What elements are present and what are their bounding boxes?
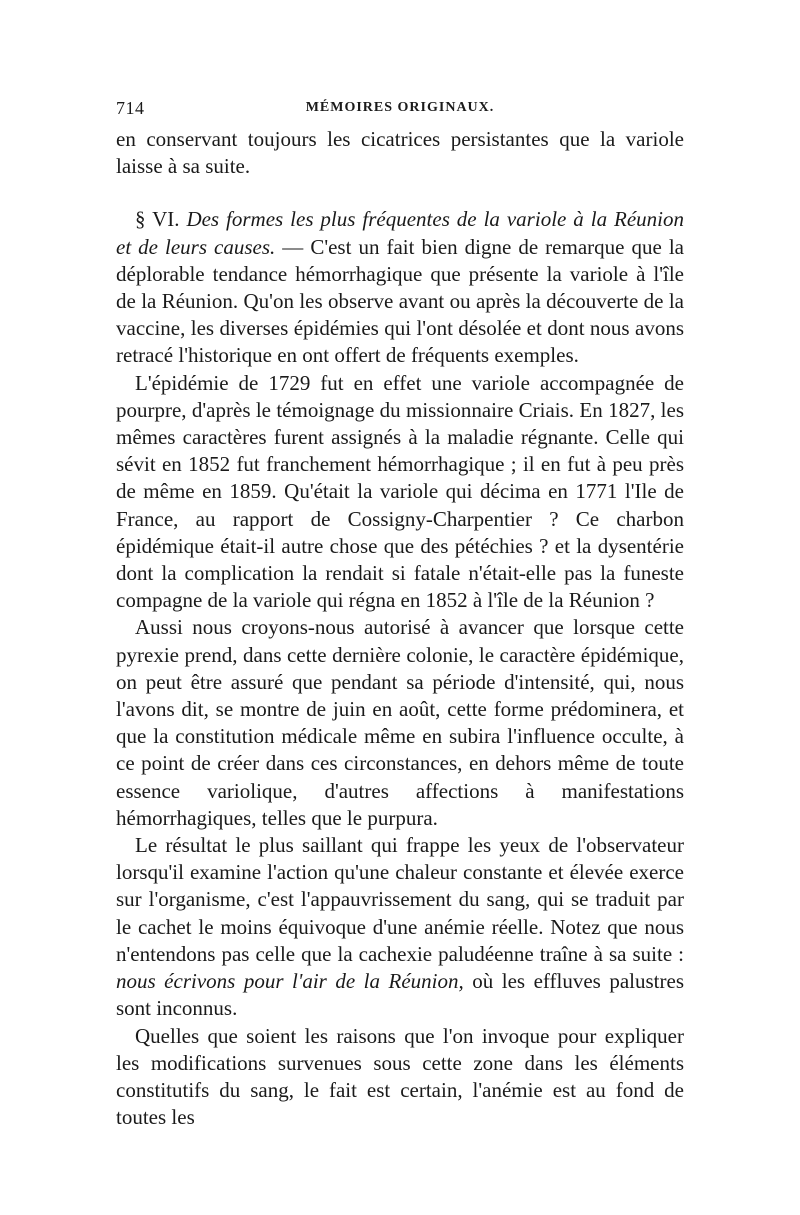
paragraph-quelles: Quelles que soient les raisons que l'on invoque pour expliquer les modifications survenues sous cette zone dans les éléments constitutifs du sang, le fait est certain, l'anémie est au fond de toutes les	[116, 1023, 684, 1130]
page-header	[116, 98, 684, 122]
running-title: MÉMOIRES ORIGINAUX.	[305, 100, 495, 115]
section-title: Des formes les plus fréquentes de la variole à la Réunion et de leurs causes.	[116, 207, 685, 259]
section-body: — C'est un fait bien digne de remarque que la déplorable tendance hémorrhagique que présente la variole à l'île de la Réunion. Qu'on les observe avant ou après la découverte de la vaccine, les diverses épidémies qui l'ont désolée et dont nous avons retracé l'historique en ont offert de fréquents exemples.	[116, 234, 684, 368]
paragraph-continuation: en conservant toujours les cicatrices persistantes que la variole laisse à sa suite.	[116, 127, 684, 179]
body-text	[116, 126, 684, 1131]
paragraph-resultat-end: où les effluves palustres sont inconnus.	[116, 969, 685, 1021]
paragraph-aussi: Aussi nous croyons-nous autorisé à avancer que lorsque cette pyrexie prend, dans cette dernière colonie, le caractère épidémique, on peut être assuré que pendant sa période d'intensité, qui, nous l'avons dit, se montre de juin en août, cette forme prédominera, et que la constitution médicale même en subira l'influence occulte, à ce point de créer dans ces circonstances, en dehors même de toute essence variolique, d'autres affections à manifestations hémorrhagiques, telles que le purpura.	[116, 615, 684, 830]
section-spacer	[116, 180, 684, 206]
paragraph-resultat	[116, 832, 684, 1022]
paragraph-epidemie-1729: L'épidémie de 1729 fut en effet une variole accompagnée de pourpre, d'après le témoignage du missionnaire Criais. En 1827, les mêmes caractères furent assignés à la maladie régnante. Celle qui sévit en 1852 fut franchement hémorrhagique ; il en fut à peu près de même en 1859. Qu'était la variole qui décima en 1771 l'Ile de France, au rapport de Cossigny-Charpentier ? Ce charbon épidémique était-il autre chose que des pétéchies ? et la dysentérie dont la complication la rendait si fatale n'était-elle pas la funeste compagne de la variole qui régna en 1852 à l'île de la Réunion ?	[116, 370, 684, 613]
paragraph-resultat-emphasis: nous écrivons pour l'air de la Réunion,	[116, 969, 464, 994]
book-page	[116, 98, 684, 1131]
paragraph-resultat-start: Le résultat le plus saillant qui frappe les yeux de l'observateur lorsqu'il examine l'action qu'une chaleur constante et élevée exerce sur l'organisme, c'est l'appauvrissement du sang, qui se traduit par le cachet le moins équivoque d'une anémie réelle. Notez que nous n'entendons pas celle que la cachexie paludéenne traîne à sa suite :	[116, 833, 684, 966]
section-vi-paragraph	[116, 206, 684, 369]
section-label: § VI.	[135, 207, 180, 232]
page-number: 714	[116, 98, 145, 118]
